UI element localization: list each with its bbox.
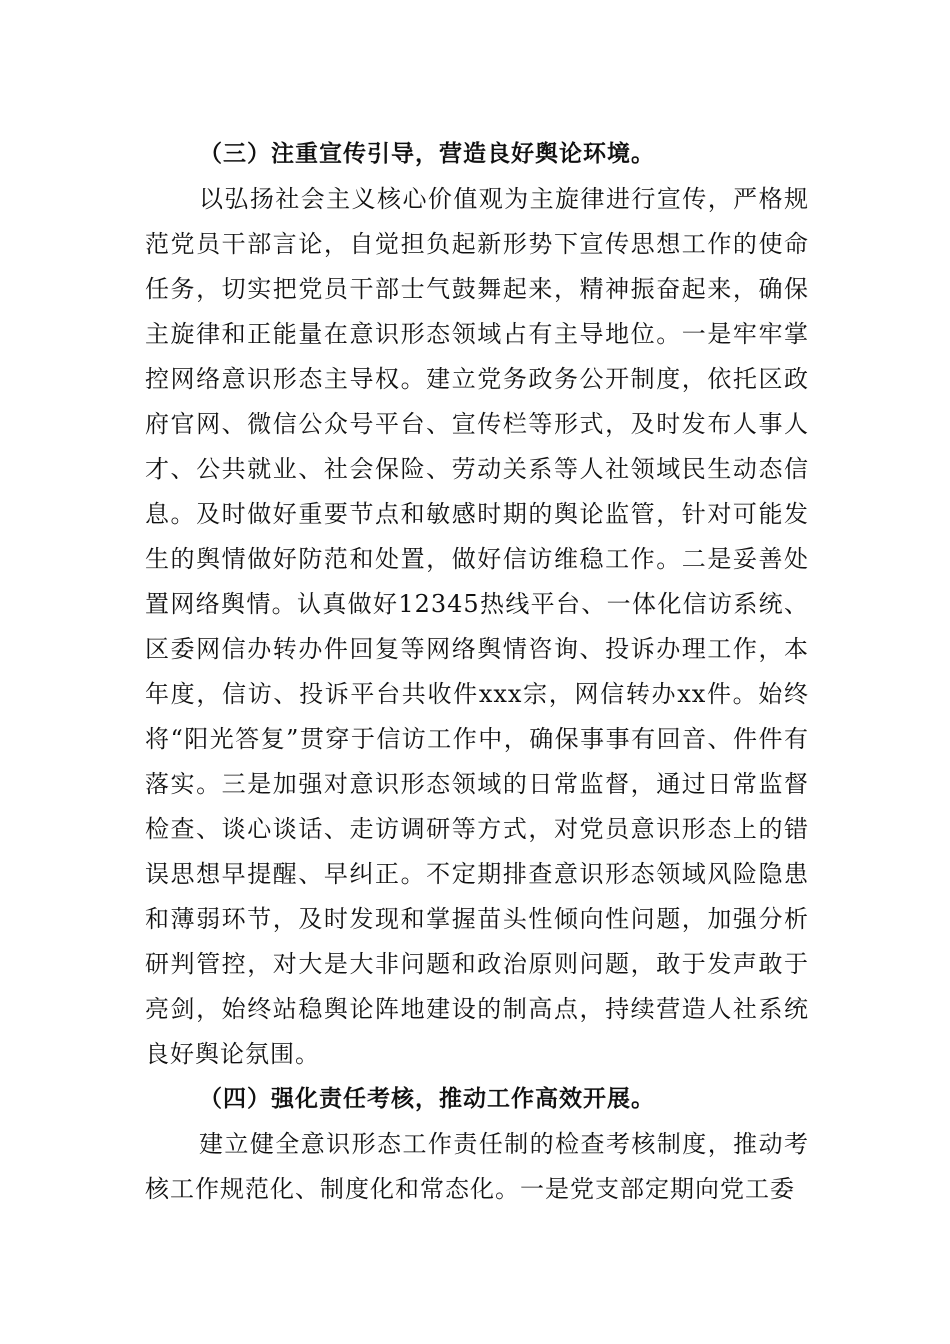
section-heading-3: （三）注重宣传引导，营造良好舆论环境。 xyxy=(199,141,655,167)
document-body xyxy=(145,132,809,1212)
section-heading-4: （四）强化责任考核，推动工作高效开展。 xyxy=(199,1086,655,1112)
section-paragraph-4: 建立健全意识形态工作责任制的检查考核制度，推动考核工作规范化、制度化和常态化。一是党支部定期向党工委 xyxy=(145,1130,809,1203)
section-paragraph-3: 以弘扬社会主义核心价值观为主旋律进行宣传，严格规范党员干部言论，自觉担负起新形势下宣传思想工作的使命任务，切实把党员干部士气鼓舞起来，精神振奋起来，确保主旋律和正能量在意识形态领域占有主导地位。一是牢牢掌控网络意识形态主导权。建立党务政务公开制度，依托区政府官网、微信公众号平台、宣传栏等形式，及时发布人事人才、公共就业、社会保险、劳动关系等人社领域民生动态信息。及时做好重要节点和敏感时期的舆论监管，针对可能发生的舆情做好防范和处置，做好信访维稳工作。二是妥善处置网络舆情。认真做好12345热线平台、一体化信访系统、区委网信办转办件回复等网络舆情咨询、投诉办理工作，本年度，信访、投诉平台共收件xxx宗，网信转办xx件。始终将“阳光答复”贯穿于信访工作中，确保事事有回音、件件有落实。三是加强对意识形态领域的日常监督，通过日常监督检查、谈心谈话、走访调研等方式，对党员意识形态上的错误思想早提醒、早纠正。不定期排查意识形态领域风险隐患和薄弱环节，及时发现和掌握苗头性倾向性问题，加强分析研判管控，对大是大非问题和政治原则问题，敢于发声敢于亮剑，始终站稳舆论阵地建设的制高点，持续营造人社系统良好舆论氛围。 xyxy=(145,185,809,1068)
